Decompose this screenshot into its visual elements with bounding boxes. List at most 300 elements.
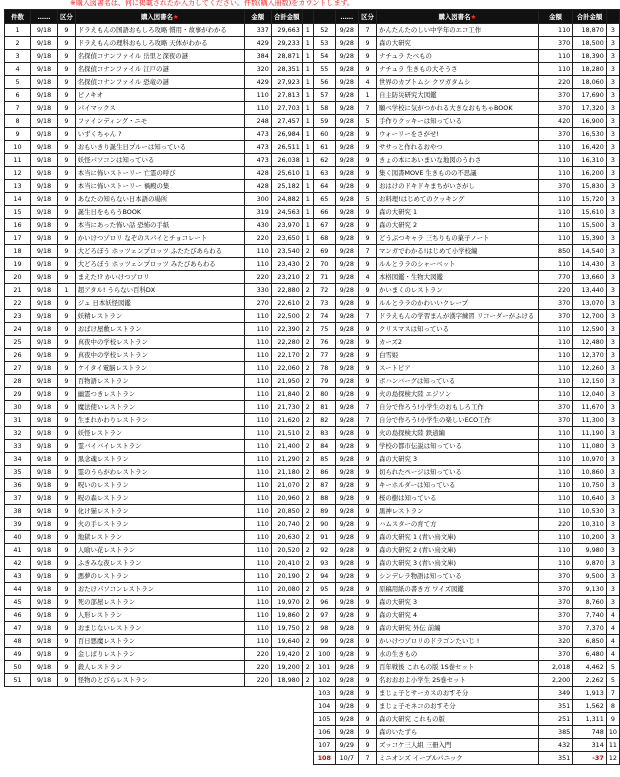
running-total: 6,480 [573, 648, 607, 661]
count: 1 [302, 24, 313, 37]
price: 251 [538, 713, 572, 726]
table-row [314, 700, 620, 713]
table-row [314, 323, 620, 336]
purchase-date: 9/28 [335, 167, 358, 180]
price: 110 [538, 440, 572, 453]
count: 2 [302, 479, 313, 492]
row-number: 82 [314, 414, 336, 427]
row-number: 70 [314, 258, 336, 271]
row-number: 37 [5, 492, 31, 505]
running-total: 23,430 [271, 258, 302, 271]
table-row [5, 63, 314, 76]
table-row [314, 687, 620, 700]
book-title: 百物語レストラン [75, 375, 244, 388]
running-total: 23,650 [271, 232, 302, 245]
book-title: 死の部屋レストラン [75, 596, 244, 609]
book-title: 真夜中の学校レストラン [75, 349, 244, 362]
count: 12 [606, 752, 619, 765]
price: 429 [244, 37, 271, 50]
row-number: 48 [5, 635, 31, 648]
price: 300 [244, 193, 271, 206]
count: 1 [302, 128, 313, 141]
category-code: 9 [58, 37, 76, 50]
count: 3 [606, 167, 619, 180]
table-row [314, 674, 620, 687]
row-number: 101 [314, 661, 336, 674]
running-total: 27,813 [271, 89, 302, 102]
row-number: 30 [5, 401, 31, 414]
table-row [5, 544, 314, 557]
price: 110 [244, 336, 271, 349]
running-total: 9,980 [573, 544, 607, 557]
table-row [314, 349, 620, 362]
count: 3 [606, 115, 619, 128]
category-code: 9 [58, 596, 76, 609]
table-row [314, 154, 620, 167]
book-title: ケイタイ電脳レストラン [75, 362, 244, 375]
table-row [5, 154, 314, 167]
row-number: 27 [5, 362, 31, 375]
table-row [314, 648, 620, 661]
running-total: 28,351 [271, 63, 302, 76]
header-count [302, 10, 313, 24]
price: 110 [244, 362, 271, 375]
table-row [314, 271, 620, 284]
price: 110 [244, 258, 271, 271]
running-total: 11,300 [573, 414, 607, 427]
purchase-date: 9/18 [31, 622, 58, 635]
purchase-date: 9/18 [31, 258, 58, 271]
price: 319 [244, 206, 271, 219]
purchase-date: 9/28 [335, 635, 358, 648]
purchase-date: 9/18 [31, 531, 58, 544]
count: 3 [606, 219, 619, 232]
purchase-date: 9/28 [335, 297, 358, 310]
book-title: ミニオンズ イーブルパニック [376, 752, 538, 765]
price: 110 [244, 609, 271, 622]
price: 110 [244, 414, 271, 427]
running-total: 20,960 [271, 492, 302, 505]
purchase-date: 9/28 [335, 648, 358, 661]
price: 110 [538, 167, 572, 180]
price: 110 [538, 349, 572, 362]
running-total: 20,740 [271, 518, 302, 531]
table-row [314, 622, 620, 635]
category-code: 9 [58, 24, 76, 37]
row-number: 53 [314, 37, 336, 50]
price: 110 [538, 141, 572, 154]
purchase-date: 9/18 [31, 375, 58, 388]
price: 370 [538, 609, 572, 622]
count: 3 [606, 583, 619, 596]
table-row [5, 141, 314, 154]
count: 3 [606, 466, 619, 479]
price: 110 [244, 492, 271, 505]
purchase-date: 9/28 [335, 557, 358, 570]
row-number: 69 [314, 245, 336, 258]
count: 3 [606, 232, 619, 245]
price: 370 [538, 622, 572, 635]
book-title: 森の大研究 3 [376, 453, 538, 466]
row-number: 89 [314, 505, 336, 518]
running-total: 314 [573, 739, 607, 752]
count: 3 [606, 102, 619, 115]
header-count [606, 10, 619, 24]
table-row [5, 609, 314, 622]
running-total: 22,500 [271, 310, 302, 323]
row-number: 103 [314, 687, 336, 700]
table-row [314, 388, 620, 401]
book-title: 百年戦後 これもの版 1S巻セット [376, 661, 538, 674]
purchase-date: 9/18 [31, 284, 58, 297]
header-price: 金額 [244, 10, 271, 24]
category-code: 9 [359, 427, 377, 440]
price: 473 [244, 141, 271, 154]
purchase-date: 9/28 [335, 115, 358, 128]
row-number: 61 [314, 141, 336, 154]
purchase-date: 9/28 [335, 271, 358, 284]
running-total: 22,280 [271, 336, 302, 349]
category-code: 9 [359, 167, 377, 180]
running-total: 15,830 [573, 180, 607, 193]
row-number: 54 [314, 50, 336, 63]
count: 2 [302, 258, 313, 271]
price: 430 [244, 219, 271, 232]
count: 1 [302, 193, 313, 206]
table-row [314, 401, 620, 414]
book-title: まえた!? かいけつゾロリ [75, 271, 244, 284]
category-code: 9 [58, 609, 76, 622]
purchase-date: 9/28 [335, 687, 358, 700]
price: 432 [538, 739, 572, 752]
row-number: 44 [5, 583, 31, 596]
purchase-date: 9/28 [335, 674, 358, 687]
category-code: 9 [58, 375, 76, 388]
book-title: クリスマスは知っている [376, 323, 538, 336]
purchase-date: 9/28 [335, 531, 358, 544]
book-title: 百日悪魔レストラン [75, 635, 244, 648]
book-title: 呪いのレストラン [75, 479, 244, 492]
price: 220 [244, 661, 271, 674]
table-row [5, 310, 314, 323]
category-code: 9 [58, 115, 76, 128]
book-title: 妖精レストラン [75, 310, 244, 323]
book-title: あなたの知らない日本語の場所 [75, 193, 244, 206]
price: 110 [538, 336, 572, 349]
row-number: 47 [5, 622, 31, 635]
table-row [314, 570, 620, 583]
price: 110 [538, 388, 572, 401]
table-row [314, 336, 620, 349]
category-code: 9 [359, 583, 377, 596]
count: 2 [302, 674, 313, 687]
purchase-date: 9/18 [31, 427, 58, 440]
book-title: 森の大研究 外伝 前編 [376, 622, 538, 635]
book-title: 水の生きもの [376, 648, 538, 661]
running-total: 10,530 [573, 505, 607, 518]
category-code: 9 [58, 297, 76, 310]
price: 110 [244, 401, 271, 414]
row-number: 75 [314, 323, 336, 336]
category-code: 9 [58, 89, 76, 102]
count: 4 [606, 622, 619, 635]
category-code: 9 [359, 375, 377, 388]
category-code: 9 [58, 141, 76, 154]
running-total: 9,130 [573, 583, 607, 596]
count: 3 [606, 141, 619, 154]
row-number: 35 [5, 466, 31, 479]
category-code: 9 [58, 232, 76, 245]
purchase-date: 9/18 [31, 180, 58, 193]
table-row [314, 219, 620, 232]
book-title: 森の大研究 3 (青い鳥文庫) [376, 557, 538, 570]
category-code: 9 [359, 518, 377, 531]
row-number: 5 [5, 76, 31, 89]
row-number: 104 [314, 700, 336, 713]
table-row [5, 401, 314, 414]
price: 110 [538, 544, 572, 557]
category-code: 9 [58, 180, 76, 193]
purchase-date: 9/18 [31, 557, 58, 570]
header-date: …… [31, 10, 58, 24]
price: 2,018 [538, 661, 572, 674]
table-row [5, 232, 314, 245]
count: 1 [302, 102, 313, 115]
table-row [5, 414, 314, 427]
book-title: かいまくのレストラン [376, 284, 538, 297]
book-title: お料理!はじめてのクッキング [376, 193, 538, 206]
book-title: おもいきり誕生日プルーは知っている [75, 141, 244, 154]
count: 3 [606, 37, 619, 50]
category-code: 9 [58, 648, 76, 661]
category-code: 9 [359, 284, 377, 297]
running-total: 21,180 [271, 466, 302, 479]
category-code: 9 [58, 193, 76, 206]
price: 429 [244, 76, 271, 89]
book-title: ナチュラ たべもの [376, 50, 538, 63]
purchase-date: 9/28 [335, 128, 358, 141]
purchase-date: 9/18 [31, 271, 58, 284]
row-number: 19 [5, 258, 31, 271]
book-title: キーホルダーは知っている [376, 479, 538, 492]
category-code: 9 [359, 63, 377, 76]
running-total: 19,860 [271, 609, 302, 622]
category-code: 9 [58, 50, 76, 63]
purchase-date: 9/18 [31, 63, 58, 76]
category-code: 9 [359, 466, 377, 479]
price: 110 [244, 518, 271, 531]
row-number: 2 [5, 37, 31, 50]
book-title: 妖怪レストラン [75, 427, 244, 440]
purchase-date: 9/28 [335, 401, 358, 414]
price: 110 [538, 193, 572, 206]
book-title: スートピア [376, 362, 538, 375]
category-code: 7 [359, 245, 377, 258]
purchase-date: 9/28 [335, 102, 358, 115]
running-total: 1,311 [573, 713, 607, 726]
table-row [5, 206, 314, 219]
book-title: ウォーリーをさがせ! [376, 128, 538, 141]
running-total: 27,457 [271, 115, 302, 128]
price: 370 [538, 648, 572, 661]
row-number: 90 [314, 518, 336, 531]
row-number: 88 [314, 492, 336, 505]
count: 3 [606, 63, 619, 76]
header-date [314, 10, 336, 24]
count: 2 [302, 440, 313, 453]
running-total: 22,060 [271, 362, 302, 375]
table-row [314, 362, 620, 375]
purchase-date: 9/28 [335, 37, 358, 50]
count: 2 [302, 271, 313, 284]
count: 1 [302, 50, 313, 63]
table-row [5, 505, 314, 518]
price: 110 [538, 206, 572, 219]
count: 2 [302, 453, 313, 466]
table-row [5, 518, 314, 531]
purchase-date: 9/28 [335, 609, 358, 622]
count: 7 [606, 687, 619, 700]
purchase-date: 9/28 [335, 349, 358, 362]
category-code: 4 [359, 271, 377, 284]
book-title: まじょ子モネコのおすそ分 [376, 700, 538, 713]
book-title: 火の手レストラン [75, 518, 244, 531]
table-row [5, 531, 314, 544]
row-number: 105 [314, 713, 336, 726]
category-code: 9 [58, 557, 76, 570]
table-row [5, 596, 314, 609]
count: 2 [302, 622, 313, 635]
table-row [314, 245, 620, 258]
row-number: 11 [5, 154, 31, 167]
price: 370 [538, 570, 572, 583]
book-title: 魔法使いレストラン [75, 401, 244, 414]
book-title: パイマックス [75, 102, 244, 115]
book-title: ピノキオ [75, 89, 244, 102]
category-code: 9 [359, 50, 377, 63]
purchase-date: 9/18 [31, 154, 58, 167]
category-code: 9 [58, 362, 76, 375]
row-number: 76 [314, 336, 336, 349]
row-number: 21 [5, 284, 31, 297]
table-row [314, 115, 620, 128]
row-number: 87 [314, 479, 336, 492]
purchase-date: 9/28 [335, 466, 358, 479]
count: 3 [606, 401, 619, 414]
row-number: 1 [5, 24, 31, 37]
purchase-date: 9/18 [31, 115, 58, 128]
running-total: 24,563 [271, 206, 302, 219]
book-title: 本当にあった怖い話 恐怖の手紙 [75, 219, 244, 232]
count: 3 [606, 440, 619, 453]
count: 3 [606, 492, 619, 505]
purchase-date: 9/28 [335, 232, 358, 245]
category-code: 9 [359, 661, 377, 674]
book-title: 森の大研究 3 [376, 596, 538, 609]
row-number: 77 [314, 349, 336, 362]
purchase-date: 9/18 [31, 323, 58, 336]
table-row [314, 739, 620, 752]
running-total: 7,740 [573, 609, 607, 622]
running-total: 20,410 [271, 557, 302, 570]
row-number: 68 [314, 232, 336, 245]
count: 4 [606, 609, 619, 622]
table-row [5, 583, 314, 596]
price: 349 [538, 687, 572, 700]
count: 2 [302, 310, 313, 323]
price: 420 [538, 115, 572, 128]
count: 3 [606, 375, 619, 388]
running-total: 10,970 [573, 453, 607, 466]
row-number: 62 [314, 154, 336, 167]
book-title: 黒神レストラン [376, 505, 538, 518]
row-number: 18 [5, 245, 31, 258]
running-total: 10,860 [573, 466, 607, 479]
price: 220 [244, 674, 271, 687]
table-row [314, 466, 620, 479]
price: 110 [244, 622, 271, 635]
price: 110 [244, 583, 271, 596]
purchase-date: 9/28 [335, 193, 358, 206]
table-row [5, 492, 314, 505]
price: 850 [538, 245, 572, 258]
count: 2 [302, 245, 313, 258]
book-title: 自分で作ろう!小学生の楽しいECO工作 [376, 414, 538, 427]
price: 351 [538, 752, 572, 765]
row-number: 9 [5, 128, 31, 141]
book-title: 悪夢のレストラン [75, 570, 244, 583]
category-code: 9 [359, 362, 377, 375]
purchase-date: 9/28 [335, 362, 358, 375]
book-title: カーズ2 [376, 336, 538, 349]
table-row [314, 180, 620, 193]
count: 3 [606, 518, 619, 531]
book-title: 火の島探検大陸 鉄道編 [376, 427, 538, 440]
purchase-date: 9/18 [31, 596, 58, 609]
running-total: 11,080 [573, 440, 607, 453]
purchase-date: 9/18 [31, 245, 58, 258]
table-row [5, 570, 314, 583]
book-title: どうぶつキャラ 三ちりもの菓子ノート [376, 232, 538, 245]
category-code: 9 [58, 414, 76, 427]
book-title: 森のいたずら [376, 726, 538, 739]
table-row [5, 219, 314, 232]
book-title: 呪の森レストラン [75, 492, 244, 505]
price: 370 [538, 180, 572, 193]
purchase-date: 9/18 [31, 401, 58, 414]
book-title: 妖怪パソコンは知っている [75, 154, 244, 167]
category-code: 9 [58, 388, 76, 401]
running-total: 16,900 [573, 115, 607, 128]
row-number: 14 [5, 193, 31, 206]
purchase-date: 9/18 [31, 232, 58, 245]
price: 110 [244, 245, 271, 258]
row-number: 7 [5, 102, 31, 115]
purchase-date: 9/18 [31, 479, 58, 492]
row-number: 51 [5, 674, 31, 687]
count: 3 [606, 206, 619, 219]
count: 1 [302, 141, 313, 154]
book-title: 人形レストラン [75, 609, 244, 622]
category-code: 9 [58, 622, 76, 635]
table-row [5, 193, 314, 206]
table-row [314, 193, 620, 206]
count: 2 [302, 362, 313, 375]
running-total: 18,280 [573, 63, 607, 76]
price: 370 [538, 89, 572, 102]
table-row [314, 24, 620, 37]
row-number: 84 [314, 440, 336, 453]
